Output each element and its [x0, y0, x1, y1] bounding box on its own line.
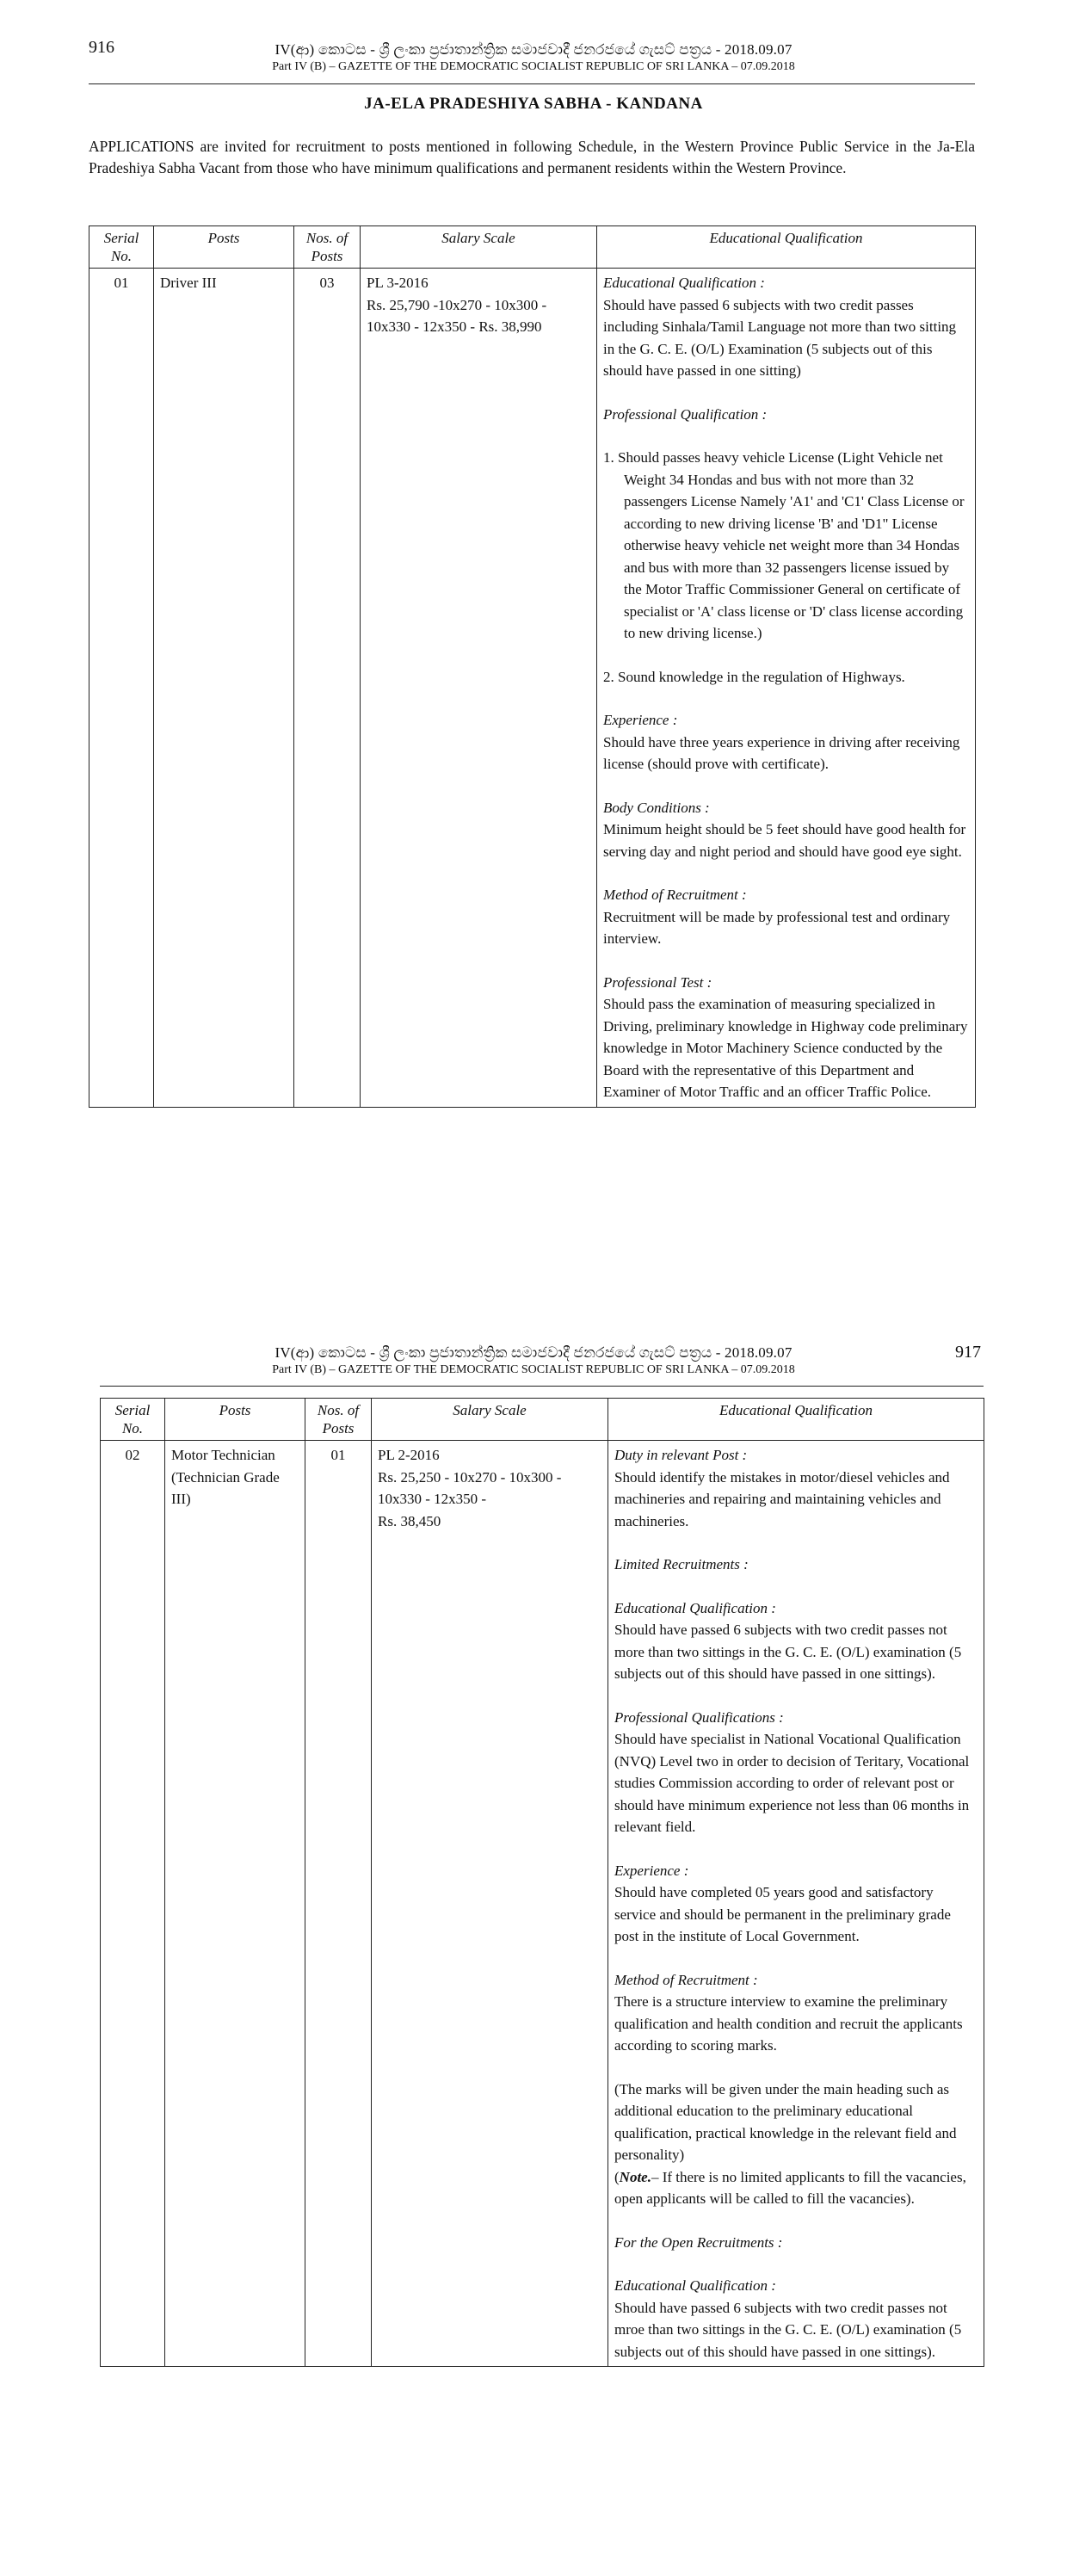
schedule-table	[100, 1398, 984, 2367]
open-edu-text: Should have passed 6 subjects with two credit passes not mroe than two sittings in the G. C. E. (O/L) examination (5 subjects out of this should have passed in one sittings).	[614, 2299, 962, 2360]
method-block	[614, 1969, 978, 2057]
method-label: Method of Recruitment :	[603, 886, 747, 903]
duty-block	[614, 1444, 978, 1532]
open-edu-block	[614, 2275, 978, 2363]
body-label: Body Conditions :	[603, 799, 710, 816]
header-rule	[100, 1386, 984, 1387]
header-sinhala: IV(ආ) කොටස - ශ්‍රී ලංකා ප්‍රජාතාන්ත්‍රික සමාජවාදී ජනරජයේ ගැසට් පත්‍රය - 2018.09.07	[274, 41, 793, 58]
body-text: Minimum height should be 5 feet should have good health for serving day and night period and should have good eye sight.	[603, 821, 966, 860]
table-row	[101, 1441, 984, 2367]
test-block	[603, 972, 969, 1103]
limited-block	[614, 1554, 978, 1576]
exp-block	[603, 709, 969, 775]
post-cell: Driver III	[154, 269, 294, 1108]
header-sinhala: IV(ආ) කොටස - ශ්‍රී ලංකා ප්‍රජාතාන්ත්‍රික සමාජවාදී ජනරජයේ ගැසට් පත්‍රය - 2018.09.07	[274, 1344, 793, 1361]
col-education: Educational Qualification	[597, 226, 976, 269]
schedule-table	[89, 225, 976, 1108]
prof-block	[603, 404, 969, 689]
col-salary: Salary Scale	[361, 226, 597, 269]
prof-label: Professional Qualifications :	[614, 1708, 784, 1726]
page-917	[0, 1317, 1067, 2576]
test-text: Should pass the examination of measuring specialized in Driving, preliminary knowledge in Highway code preliminary knowledge in Motor Machinery Science conducted by the Board with the representative of this Department and Examiner of Motor Traffic and an officer Traffic Police.	[603, 996, 968, 1100]
edu-block	[614, 1597, 978, 1685]
intro-paragraph: APPLICATIONS are invited for recruitment to posts mentioned in following Schedule, in the Western Province Public Service in the Ja-Ela Pradeshiya Sabha Vacant from those who have minimum qualifications and permanent residents within the Western Province.	[89, 138, 975, 176]
exp-label: Experience :	[603, 712, 678, 728]
col-serial: Serial No.	[89, 226, 154, 269]
exp-label: Experience :	[614, 1862, 689, 1879]
exp-text: Should have completed 05 years good and satisfactory service and should be permanent in the preliminary grade post in the institute of Local Government.	[614, 1884, 951, 1944]
edu-label: Educational Qualification :	[603, 275, 765, 291]
table-header-row	[101, 1399, 984, 1441]
note-text: – If there is no limited applicants to fill the vacancies, open applicants will be called to fill the vacancies).	[614, 2168, 966, 2207]
page-number: 916	[89, 38, 114, 57]
limited-label: Limited Recruitments :	[614, 1556, 749, 1572]
gazette-header	[0, 1344, 1067, 1377]
table-header-row	[89, 226, 976, 269]
header-rule	[89, 83, 975, 84]
note-line: (Note.– If there is no limited applicants to fill the vacancies, open applicants will be called to fill the vacancies).	[614, 2168, 966, 2207]
serial-cell: 02	[101, 1441, 165, 2367]
duty-text: Should identify the mistakes in motor/diesel vehicles and machineries and repairing and maintaining vehicles and machineries.	[614, 1468, 950, 1529]
salary-cell: PL 2-2016 Rs. 25,250 - 10x270 - 10x300 - 10x330 - 12x350 - Rs. 38,450	[372, 1441, 608, 2367]
open-block	[614, 2232, 978, 2254]
prof-label: Professional Qualification :	[603, 405, 768, 423]
list-item: 2. Sound knowledge in the regulation of Highways.	[603, 668, 905, 685]
page-916	[0, 0, 1067, 1282]
col-education: Educational Qualification	[608, 1399, 984, 1441]
note-label: Note.	[619, 2168, 651, 2185]
edu-text: Should have passed 6 subjects with two credit passes including Sinhala/Tamil Language not more than two sitting in the G. C. E. (O/L) Examination (5 subjects out of this should have passed in one sitting)	[603, 296, 957, 379]
open-edu-label: Educational Qualification :	[614, 2277, 776, 2294]
col-posts: Posts	[165, 1399, 305, 1441]
method-text: Recruitment will be made by professional test and ordinary interview.	[603, 908, 951, 947]
post-cell: Motor Technician (Technician Grade III)	[165, 1441, 305, 2367]
col-nos: Nos. of Posts	[305, 1399, 372, 1441]
marks-block	[614, 2079, 978, 2210]
salary-cell: PL 3-2016 Rs. 25,790 -10x270 - 10x300 - 10x330 - 12x350 - Rs. 38,990	[361, 269, 597, 1108]
exp-block	[614, 1860, 978, 1948]
edu-block	[603, 272, 969, 382]
test-label: Professional Test :	[603, 973, 712, 991]
col-posts: Posts	[154, 226, 294, 269]
col-serial: Serial No.	[101, 1399, 165, 1441]
header-english: Part IV (B) – GAZETTE OF THE DEMOCRATIC SOCIALIST REPUBLIC OF SRI LANKA – 07.09.2018	[272, 1363, 795, 1376]
page-number: 917	[955, 1343, 981, 1362]
duty-label: Duty in relevant Post :	[614, 1447, 748, 1463]
prof-block	[614, 1707, 978, 1838]
prof-text: Should have specialist in National Vocational Qualification (NVQ) Level two in order to decision of Teritary, Vocational studies Commission according to order of relevant post or should have minimum experience not less than 06 months in relevant field.	[614, 1731, 970, 1835]
qualification-cell	[597, 269, 976, 1108]
prof-list	[603, 447, 969, 688]
nos-cell: 01	[305, 1441, 372, 2367]
body-block	[603, 797, 969, 863]
list-item: 1. Should passes heavy vehicle License (Light Vehicle net Weight 34 Hondas and bus with not more than 32 passengers License Namely 'A1' and 'C1' Class License or according to new driving license 'B' and 'D1" License otherwise heavy vehicle net weight more than 34 Hondas and bus with more than 32 passengers license issued by the Motor Traffic Commissioner General on certificate of specialist or 'A' class license or 'D' class license according to new driving license.)	[603, 449, 965, 641]
table-row	[89, 269, 976, 1108]
edu-label: Educational Qualification :	[614, 1599, 776, 1616]
gazette-header	[0, 41, 1067, 74]
open-label: For the Open Recruitments :	[614, 2233, 783, 2251]
exp-text: Should have three years experience in driving after receiving license (should prove with certificate).	[603, 733, 960, 772]
col-nos: Nos. of Posts	[294, 226, 361, 269]
marks-text: (The marks will be given under the main heading such as additional education to the preliminary educational qualification, practical knowledge in the relevant field and personality)	[614, 2080, 957, 2163]
col-salary: Salary Scale	[372, 1399, 608, 1441]
edu-text: Should have passed 6 subjects with two credit passes not more than two sittings in the G. C. E. (O/L) examination (5 subjects out of this should have passed in one sittings).	[614, 1622, 962, 1682]
method-label: Method of Recruitment :	[614, 1971, 758, 1988]
serial-cell: 01	[89, 269, 154, 1108]
method-block	[603, 884, 969, 950]
method-text: There is a structure interview to examine the preliminary qualification and health condition and recruit the applicants according to scoring marks.	[614, 1993, 963, 2054]
qualification-cell	[608, 1441, 984, 2367]
document-title: JA-ELA PRADESHIYA SABHA - KANDANA	[364, 95, 703, 113]
nos-cell: 03	[294, 269, 361, 1108]
header-english: Part IV (B) – GAZETTE OF THE DEMOCRATIC SOCIALIST REPUBLIC OF SRI LANKA – 07.09.2018	[272, 60, 795, 73]
